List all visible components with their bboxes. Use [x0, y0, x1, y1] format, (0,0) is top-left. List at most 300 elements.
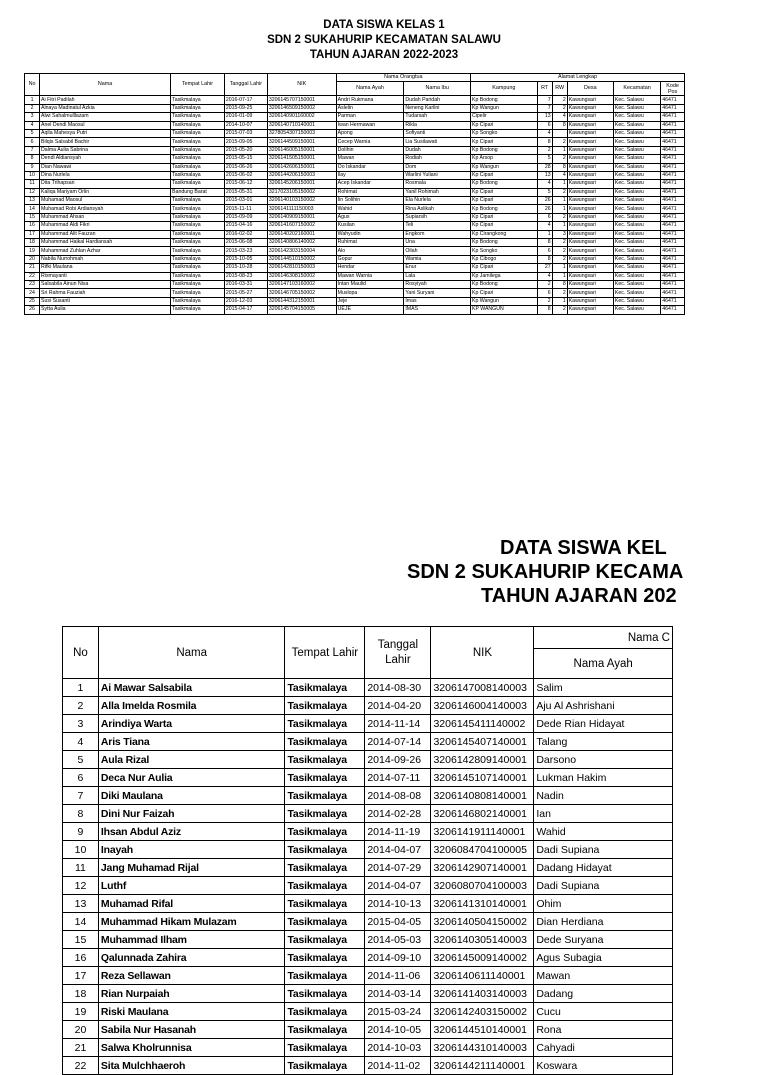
cell-tanggal-lahir: 2014-07-14: [365, 733, 431, 751]
cell-tempat-lahir: Tasikmalaya: [285, 697, 365, 715]
cell-no: 19: [25, 247, 40, 255]
cell-desa: Kawungsari: [567, 129, 613, 137]
cell-kampung: Kp Cipari: [471, 171, 538, 179]
cell-no: 4: [63, 733, 99, 751]
cell-nik: 3206140909150001: [267, 213, 336, 221]
header-rt: RT: [537, 82, 552, 96]
cell-no: 10: [63, 841, 99, 859]
cell-no: 16: [63, 949, 99, 967]
cell-nama: Ai Mawar Salsabila: [98, 679, 285, 697]
cell-nama-ayah: Intan Maulid: [336, 280, 404, 288]
cell-tanggal-lahir: 2016-03-31: [224, 280, 267, 288]
cell-tanggal-lahir: 2014-04-20: [365, 697, 431, 715]
cell-nama: Muhammad Haikal Hardiansah: [40, 239, 171, 247]
cell-tanggal-lahir: 2015-03-23: [224, 247, 267, 255]
title-line-1: DATA SISWA KELAS 1: [323, 19, 445, 31]
cell-nama: Muhamad Maosul: [40, 197, 171, 205]
cell-nama: Sita Mulchhaeroh: [98, 1057, 285, 1075]
header-tanggal-lahir: Tanggal Lahir: [224, 74, 267, 96]
table-row: [25, 146, 685, 154]
cell-desa: Kawungsari: [567, 197, 613, 205]
cell-kode-pos: 46471: [661, 222, 685, 230]
header-kecamatan: Kecamatan: [613, 82, 660, 96]
cell-nama: Sytta Aulia: [40, 306, 171, 314]
cell-nama-ibu: Teli: [404, 222, 471, 230]
cell-nama-ayah: Aju Al Ashrishani: [534, 697, 673, 715]
cell-nik: 3206147103160002: [267, 280, 336, 288]
cell-nama-ayah: Nadin: [534, 787, 673, 805]
cell-tanggal-lahir: 2015-04-05: [365, 913, 431, 931]
cell-nik: 3206141111150003: [267, 205, 336, 213]
cell-tanggal-lahir: 2014-11-19: [365, 823, 431, 841]
cell-nama-ayah: Dadi Supiana: [534, 877, 673, 895]
cell-no: 20: [25, 255, 40, 263]
cell-nama-ibu: Lia Susilawati: [404, 138, 471, 146]
cell-desa: Kawungsari: [567, 213, 613, 221]
cell-rt: 6: [537, 213, 552, 221]
cell-no: 12: [25, 188, 40, 196]
cell-desa: Kawungsari: [567, 255, 613, 263]
cell-tanggal-lahir: 2015-09-05: [224, 138, 267, 146]
cell-nama: Dian Nawawi: [40, 163, 171, 171]
cell-kode-pos: 46471: [661, 171, 685, 179]
cell-nama-ayah: Andri Rukmana: [336, 96, 404, 104]
cell-nama-ayah: Cecep Warnia: [336, 138, 404, 146]
cell-kecamatan: Kec. Salawu: [613, 113, 660, 121]
cell-nama: Dita Trihapsari: [40, 180, 171, 188]
table-row: [25, 264, 685, 272]
cell-nama-ayah: Wahid: [534, 823, 673, 841]
cell-kecamatan: Kec. Salawu: [613, 121, 660, 129]
cell-tempat-lahir: Tasikmalaya: [171, 264, 225, 272]
cell-tempat-lahir: Tasikmalaya: [171, 247, 225, 255]
cell-nik: 3206140710140001: [267, 121, 336, 129]
cell-desa: Kawungsari: [567, 171, 613, 179]
cell-no: 1: [25, 96, 40, 104]
cell-nama-ibu: Enur: [404, 264, 471, 272]
cell-nama-ayah: Agus Subagia: [534, 949, 673, 967]
cell-tempat-lahir: Tasikmalaya: [285, 715, 365, 733]
cell-rw: 4: [552, 113, 567, 121]
cell-nama-ibu: Lala: [404, 272, 471, 280]
cell-kecamatan: Kec. Salawu: [613, 155, 660, 163]
cell-nama: Aqila Mahesya Putri: [40, 129, 171, 137]
cell-nama-ayah: Ilay: [336, 171, 404, 179]
cell-rw: 2: [552, 96, 567, 104]
cell-nama-ayah: Salim: [534, 679, 673, 697]
header-nama-orangtua: Nama Orangtua: [336, 74, 470, 82]
cell-no: 2: [25, 104, 40, 112]
cell-rt: 2: [537, 297, 552, 305]
cell-rt: 5: [537, 155, 552, 163]
cell-no: 15: [63, 931, 99, 949]
cell-no: 17: [63, 967, 99, 985]
cell-tanggal-lahir: 2016-12-03: [224, 297, 267, 305]
cell-tempat-lahir: Tasikmalaya: [171, 280, 225, 288]
cell-no: 5: [25, 129, 40, 137]
cell-nik: 3206140901160002: [267, 113, 336, 121]
cell-tanggal-lahir: 2014-04-07: [365, 841, 431, 859]
cell-desa: Kawungsari: [567, 264, 613, 272]
cell-no: 3: [63, 715, 99, 733]
cell-nik: 3206145009140002: [431, 949, 534, 967]
cell-tanggal-lahir: 2015-05-31: [224, 188, 267, 196]
cell-desa: Kawungsari: [567, 163, 613, 171]
cell-nama: Ihsan Abdul Aziz: [98, 823, 285, 841]
cell-tanggal-lahir: 2014-10-07: [224, 121, 267, 129]
cell-rt: 5: [537, 188, 552, 196]
table-row: [25, 297, 685, 305]
cell-kampung: Kp Cipari: [471, 213, 538, 221]
cell-nik: 3206142809140001: [431, 751, 534, 769]
cell-nama-ayah: Dede Suryana: [534, 931, 673, 949]
title-line-3: TAHUN AJARAN 2022-2023: [309, 49, 459, 61]
cell-rw: 1: [552, 297, 567, 305]
cell-no: 21: [63, 1039, 99, 1057]
student-table-2: [62, 626, 673, 1075]
cell-nama: Muhammad Hikam Mulazam: [98, 913, 285, 931]
cell-nama-ayah: Lukman Hakim: [534, 769, 673, 787]
cell-kode-pos: 46471: [661, 280, 685, 288]
table-row: [63, 769, 673, 787]
cell-tanggal-lahir: 2014-04-07: [365, 877, 431, 895]
cell-nama-ayah: Alo: [336, 247, 404, 255]
cell-no: 26: [25, 306, 40, 314]
table-row: [25, 121, 685, 129]
cell-desa: Kawungsari: [567, 297, 613, 305]
cell-kecamatan: Kec. Salawu: [613, 188, 660, 196]
table-row: [63, 805, 673, 823]
table-row: [25, 113, 685, 121]
cell-nama-ayah: Cahyadi: [534, 1039, 673, 1057]
cell-nama-ayah: Dadang: [534, 985, 673, 1003]
cell-kampung: Kp Cipari: [471, 121, 538, 129]
cell-rt: 6: [537, 121, 552, 129]
cell-no: 24: [25, 289, 40, 297]
cell-desa: Kawungsari: [567, 188, 613, 196]
cell-no: 17: [25, 230, 40, 238]
table-row: [63, 841, 673, 859]
cell-rw: 8: [552, 121, 567, 129]
cell-rw: 1: [552, 205, 567, 213]
cell-nik: 3206144310140003: [431, 1039, 534, 1057]
table-row: [63, 985, 673, 1003]
cell-tanggal-lahir: 2014-07-11: [365, 769, 431, 787]
header2-tempat-lahir: Tempat Lahir: [285, 627, 365, 679]
header-kampung: Kampung: [471, 82, 538, 96]
header-nama: Nama: [40, 74, 171, 96]
cell-nama-ayah: Ian: [534, 805, 673, 823]
cell-rt: 8: [537, 138, 552, 146]
cell-nama-ayah: Jeje: [336, 297, 404, 305]
cell-kampung: Kp Cipari: [471, 188, 538, 196]
cell-rt: 1: [537, 230, 552, 238]
cell-no: 14: [63, 913, 99, 931]
cell-nama: Anel Dendi Maosul: [40, 121, 171, 129]
cell-tempat-lahir: Tasikmalaya: [285, 733, 365, 751]
table-row: [25, 255, 685, 263]
cell-nama: Ai Fitri Padilah: [40, 96, 171, 104]
table-row: [63, 949, 673, 967]
table-row: [63, 931, 673, 949]
table-row: [25, 213, 685, 221]
cell-kampung: Kp Songko: [471, 129, 538, 137]
cell-desa: Kawungsari: [567, 155, 613, 163]
cell-nama: Rifki Maulana: [40, 264, 171, 272]
cell-nama-ayah: Acep Iskandar: [336, 180, 404, 188]
cell-tempat-lahir: Tasikmalaya: [171, 138, 225, 146]
table-row: [63, 823, 673, 841]
cell-rt: 13: [537, 113, 552, 121]
cell-nama-ibu: Rosyiyah: [404, 280, 471, 288]
cell-nama: Muhammad Ahsan: [40, 213, 171, 221]
table-row: [63, 1003, 673, 1021]
cell-rt: 8: [537, 306, 552, 314]
cell-nik: 3206142810150003: [267, 264, 336, 272]
cell-no: 13: [25, 197, 40, 205]
cell-rt: 2: [537, 146, 552, 154]
cell-kecamatan: Kec. Salawu: [613, 255, 660, 263]
cell-kampung: Kp Wangun: [471, 104, 538, 112]
cell-nik: 3206140808140001: [431, 787, 534, 805]
header-tempat-lahir: Tempat Lahir: [171, 74, 225, 96]
cell-nik: 3206140806140002: [267, 239, 336, 247]
cell-kampung: Kp Bodong: [471, 205, 538, 213]
cell-tanggal-lahir: 2014-08-08: [365, 787, 431, 805]
cell-kampung: Kp Bodong: [471, 180, 538, 188]
cell-tempat-lahir: Tasikmalaya: [285, 1021, 365, 1039]
cell-no: 3: [25, 113, 40, 121]
cell-tanggal-lahir: 2015-06-12: [224, 180, 267, 188]
cell-nik: 3206144509150001: [267, 138, 336, 146]
cell-rw: 1: [552, 272, 567, 280]
table-row: [25, 138, 685, 146]
cell-kode-pos: 46471: [661, 230, 685, 238]
cell-nama: Muhamad Robi Ardiansyah: [40, 205, 171, 213]
cell-nama-ibu: Rikla: [404, 121, 471, 129]
cell-nama-ibu: Oilah: [404, 247, 471, 255]
cell-nama: Dendi Aldiansyah: [40, 155, 171, 163]
cell-nik: 3206145704150005: [267, 306, 336, 314]
table-row: [63, 895, 673, 913]
cell-tempat-lahir: Tasikmalaya: [285, 967, 365, 985]
cell-nik: 3206140103150002: [267, 197, 336, 205]
cell-rt: 6: [537, 247, 552, 255]
cell-no: 12: [63, 877, 99, 895]
cell-nik: 3206147008140003: [431, 679, 534, 697]
cell-nik: 3206142606150001: [267, 163, 336, 171]
cell-kecamatan: Kec. Salawu: [613, 280, 660, 288]
table-row: [25, 104, 685, 112]
cell-nik: 3206140504150002: [431, 913, 534, 931]
cell-nik: 3206145206150001: [267, 180, 336, 188]
table-row: [25, 306, 685, 314]
title2-line-2: SDN 2 SUKAHURIP KECAMA: [407, 561, 684, 583]
cell-rw: 2: [552, 255, 567, 263]
cell-nik: 3206146509150002: [267, 104, 336, 112]
cell-nama-ayah: Iwan Hermawan: [336, 121, 404, 129]
cell-kecamatan: Kec. Salawu: [613, 138, 660, 146]
cell-kode-pos: 46471: [661, 272, 685, 280]
table-row: [63, 679, 673, 697]
cell-desa: Kawungsari: [567, 146, 613, 154]
cell-tempat-lahir: Tasikmalaya: [171, 222, 225, 230]
cell-nama-ayah: Gopur: [336, 255, 404, 263]
cell-tempat-lahir: Tasikmalaya: [285, 985, 365, 1003]
cell-no: 23: [25, 280, 40, 288]
cell-no: 21: [25, 264, 40, 272]
cell-kampung: Kp Cipari: [471, 138, 538, 146]
cell-kode-pos: 46471: [661, 213, 685, 221]
cell-nik: 3206141403140003: [431, 985, 534, 1003]
cell-no: 1: [63, 679, 99, 697]
cell-nik: 3206146005150001: [267, 146, 336, 154]
cell-desa: Kawungsari: [567, 121, 613, 129]
cell-tempat-lahir: Tasikmalaya: [285, 679, 365, 697]
cell-tempat-lahir: Tasikmalaya: [171, 230, 225, 238]
table-row: [63, 967, 673, 985]
cell-nama-ibu: Rodiah: [404, 155, 471, 163]
cell-kampung: Cipelir: [471, 113, 538, 121]
cell-kecamatan: Kec. Salawu: [613, 146, 660, 154]
cell-nik: 3206144510150002: [267, 255, 336, 263]
cell-desa: Kawungsari: [567, 104, 613, 112]
header-kode-pos: Kode Pos: [661, 82, 685, 96]
cell-no: 14: [25, 205, 40, 213]
cell-rt: 13: [537, 171, 552, 179]
student-table-1: [24, 73, 685, 315]
cell-nik: 3206141310140001: [431, 895, 534, 913]
cell-nama-ayah: Rohimat: [336, 188, 404, 196]
cell-tempat-lahir: Tasikmalaya: [285, 859, 365, 877]
cell-tempat-lahir: Tasikmalaya: [285, 931, 365, 949]
cell-nama: Kaliqa Mariyam Orlin: [40, 188, 171, 196]
cell-kecamatan: Kec. Salawu: [613, 247, 660, 255]
cell-tempat-lahir: Tasikmalaya: [171, 113, 225, 121]
cell-kode-pos: 46471: [661, 96, 685, 104]
cell-nama: Alwi Sahalmulllazam: [40, 113, 171, 121]
cell-nama-ayah: Agus: [336, 213, 404, 221]
table2-body: [63, 679, 673, 1075]
cell-rw: 2: [552, 138, 567, 146]
cell-tanggal-lahir: 2015-10-05: [224, 255, 267, 263]
cell-kecamatan: Kec. Salawu: [613, 197, 660, 205]
cell-tanggal-lahir: 2014-03-14: [365, 985, 431, 1003]
cell-nama: Alnaya Madinatul Azkia: [40, 104, 171, 112]
header2-nama: Nama: [98, 627, 285, 679]
cell-rw: 2: [552, 306, 567, 314]
cell-rw: 8: [552, 163, 567, 171]
cell-rt: 7: [537, 96, 552, 104]
cell-tanggal-lahir: 2015-05-27: [224, 289, 267, 297]
cell-no: 9: [25, 163, 40, 171]
cell-tanggal-lahir: 2014-10-05: [365, 1021, 431, 1039]
document-page-1: [0, 0, 768, 313]
table-row: [63, 787, 673, 805]
cell-kampung: Kp Arsop: [471, 155, 538, 163]
cell-nik: 3206084704100005: [431, 841, 534, 859]
cell-kode-pos: 46471: [661, 138, 685, 146]
cell-rw: 1: [552, 146, 567, 154]
cell-tempat-lahir: Tasikmalaya: [171, 163, 225, 171]
cell-nama: Rismayanti: [40, 272, 171, 280]
cell-nik: 3206141607150002: [267, 222, 336, 230]
cell-nama-ayah: Ohim: [534, 895, 673, 913]
cell-tanggal-lahir: 2016-07-17: [224, 96, 267, 104]
cell-nik: 3206146802140001: [431, 805, 534, 823]
cell-nama-ayah: Oo Iskandar: [336, 163, 404, 171]
cell-nama: Muhammad Alit Fauzan: [40, 230, 171, 238]
cell-nama-ibu: Yanil Rohimah: [404, 188, 471, 196]
cell-rw: 8: [552, 280, 567, 288]
cell-nik: 3206144312150001: [267, 297, 336, 305]
cell-tempat-lahir: Tasikmalaya: [171, 104, 225, 112]
cell-nama: Dini Nur Faizah: [98, 805, 285, 823]
cell-nama: Bilqis Salsabil Bachir: [40, 138, 171, 146]
cell-nama: Nabila Nurrohmah: [40, 255, 171, 263]
cell-nama: Deca Nur Aulia: [98, 769, 285, 787]
cell-kampung: Kp Cipari: [471, 289, 538, 297]
cell-no: 18: [63, 985, 99, 1003]
table-row: [25, 180, 685, 188]
header2-no: No: [63, 627, 99, 679]
cell-kampung: Kp Bodong: [471, 146, 538, 154]
cell-kampung: Kp Cibogo: [471, 255, 538, 263]
cell-tanggal-lahir: 2015-11-11: [224, 205, 267, 213]
table-row: [63, 1039, 673, 1057]
cell-kode-pos: 46471: [661, 306, 685, 314]
cell-kecamatan: Kec. Salawu: [613, 96, 660, 104]
cell-nama: Salwa Kholrunnisa: [98, 1039, 285, 1057]
cell-nik: 3206144206150003: [267, 171, 336, 179]
cell-rw: 4: [552, 171, 567, 179]
header2-nama-ayah: Nama Ayah: [534, 649, 673, 679]
cell-nama-ibu: Ela Nurlela: [404, 197, 471, 205]
cell-nama-ibu: Sofiyanti: [404, 129, 471, 137]
cell-nama: Muhammad Zuhlan Azhar: [40, 247, 171, 255]
cell-nama-ibu: Warlini Yuliani: [404, 171, 471, 179]
cell-nama: Arindiya Warta: [98, 715, 285, 733]
cell-kode-pos: 46471: [661, 104, 685, 112]
header-desa: Desa: [567, 82, 613, 96]
cell-tempat-lahir: Tasikmalaya: [285, 877, 365, 895]
cell-kampung: Kp Cipari: [471, 264, 538, 272]
cell-tempat-lahir: Tasikmalaya: [285, 787, 365, 805]
table-row: [63, 733, 673, 751]
cell-kecamatan: Kec. Salawu: [613, 171, 660, 179]
cell-nik: 3206142403150002: [431, 1003, 534, 1021]
cell-kecamatan: Kec. Salawu: [613, 213, 660, 221]
cell-nama-ibu: Dom: [404, 163, 471, 171]
cell-tempat-lahir: Tasikmalaya: [171, 289, 225, 297]
cell-tanggal-lahir: 2014-05-03: [365, 931, 431, 949]
cell-tanggal-lahir: 2014-07-29: [365, 859, 431, 877]
cell-tanggal-lahir: 2014-02-28: [365, 805, 431, 823]
cell-nama: Alla Imelda Rosmila: [98, 697, 285, 715]
cell-nama-ayah: UEJE: [336, 306, 404, 314]
cell-kode-pos: 46471: [661, 255, 685, 263]
cell-tempat-lahir: Tasikmalaya: [171, 306, 225, 314]
cell-nama: Rian Nurpaiah: [98, 985, 285, 1003]
cell-rw: 2: [552, 247, 567, 255]
table-row: [25, 188, 685, 196]
cell-nama: Muhammad Ilham: [98, 931, 285, 949]
cell-tanggal-lahir: 2016-02-02: [224, 230, 267, 238]
cell-rw: [552, 129, 567, 137]
cell-nama-ayah: Dian Herdiana: [534, 913, 673, 931]
table-row: [25, 155, 685, 163]
cell-rt: 27: [537, 264, 552, 272]
